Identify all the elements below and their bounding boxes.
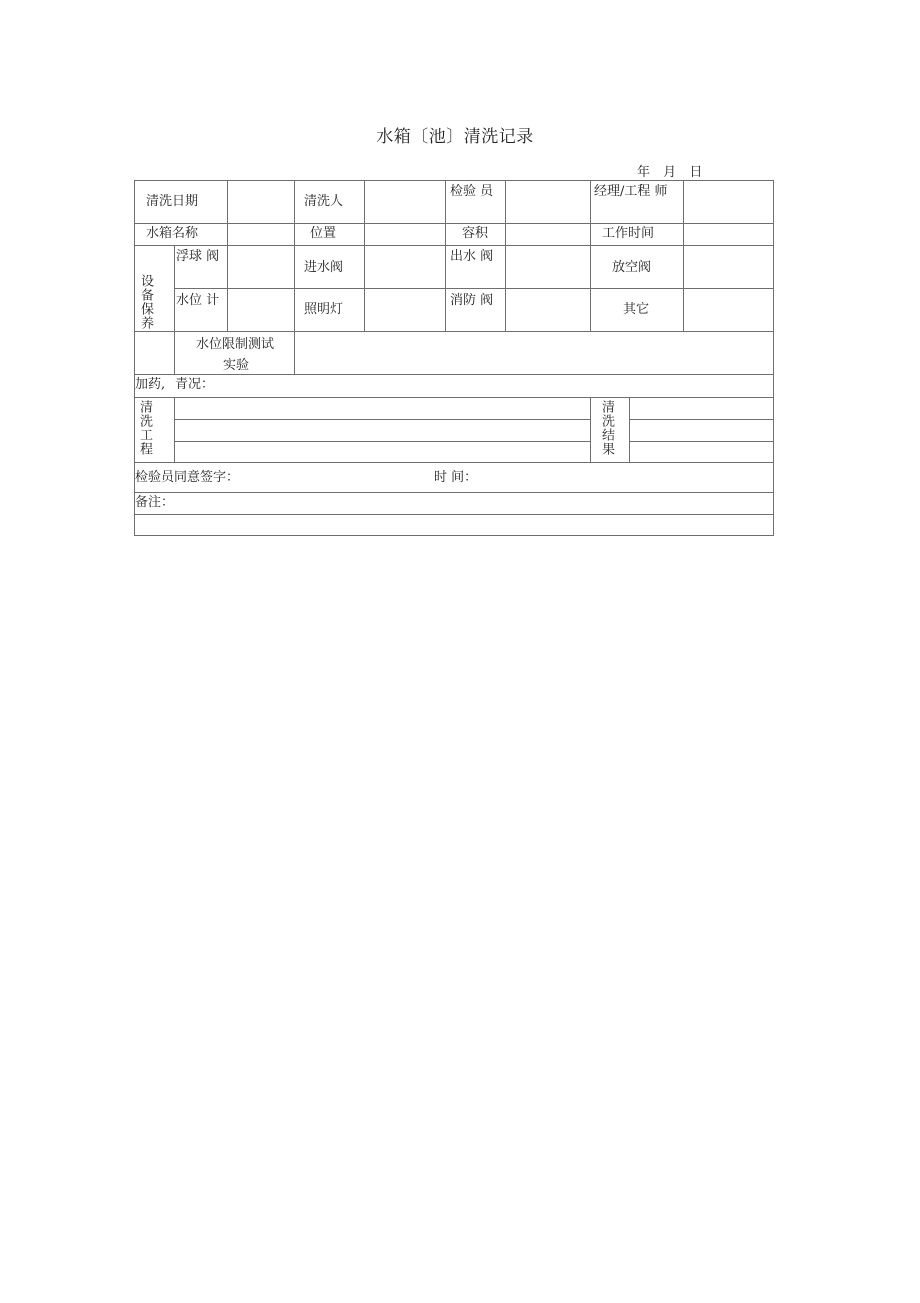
date-line: [637, 161, 711, 180]
cleaning-result-label: 清洗结果: [599, 400, 614, 456]
col-divider: [590, 180, 591, 331]
manager-engineer-label: 经理/工程 师: [594, 184, 668, 199]
col-divider: [227, 180, 228, 245]
fire-valve-label: 消防 阀: [450, 293, 494, 308]
col-divider: [590, 397, 591, 462]
sign-time-label: 时 间：: [434, 470, 478, 485]
col-divider: [629, 397, 630, 462]
level-gauge-label: 水位 计: [176, 293, 220, 308]
date-year-label: 年: [637, 165, 651, 180]
row-divider: [134, 397, 774, 398]
row-divider: [134, 331, 774, 332]
row-divider: [134, 223, 774, 224]
row-divider: [134, 245, 774, 246]
date-month-label: 月: [663, 165, 677, 180]
volume-label: 容积: [462, 226, 489, 241]
work-time-label: 工作时间: [602, 226, 655, 241]
cleaning-record-table: [134, 180, 775, 537]
row-divider: [174, 288, 774, 289]
row-divider: [629, 441, 774, 442]
inspector-sign-label: 检验员同意签字：: [135, 470, 240, 485]
col-divider: [227, 245, 228, 331]
tank-name-label: 水箱名称: [146, 226, 199, 241]
dosing-label: 加药,: [135, 377, 166, 392]
row-divider: [134, 374, 774, 375]
row-divider: [134, 462, 774, 463]
row-divider: [174, 419, 590, 420]
col-divider: [174, 245, 175, 374]
float-valve-label: 浮球 阀: [176, 249, 220, 264]
clean-date-label: 清洗日期: [146, 194, 199, 209]
level-limit-test-label-2: 实验: [223, 358, 250, 373]
row-divider: [629, 419, 774, 420]
dosing-condition-label: 青况：: [175, 377, 215, 392]
row-divider: [134, 514, 774, 515]
inlet-valve-label: 进水阀: [304, 260, 344, 275]
date-day-label: 日: [689, 165, 703, 180]
lighting-label: 照明灯: [304, 302, 344, 317]
col-divider: [294, 180, 295, 374]
cleaning-process-label: 清洗工程: [137, 400, 152, 456]
col-divider: [505, 180, 506, 331]
vent-valve-label: 放空阀: [612, 260, 652, 275]
col-divider: [683, 180, 684, 331]
remarks-label: 备注：: [135, 495, 175, 510]
row-divider: [174, 441, 590, 442]
location-label: 位置: [310, 226, 337, 241]
row-divider: [134, 492, 774, 493]
maintenance-section-label: 设备保养: [138, 274, 153, 330]
col-divider: [445, 180, 446, 331]
cleaner-label: 清洗人: [304, 194, 344, 209]
inspector-label: 检验 员: [450, 184, 494, 199]
col-divider: [174, 397, 175, 462]
page-title: 水箱〔池〕清洗记录: [376, 127, 534, 147]
col-divider: [364, 180, 365, 331]
level-limit-test-label: 水位限制测试: [196, 337, 275, 352]
other-label: 其它: [623, 302, 650, 317]
outlet-valve-label: 出水 阀: [450, 249, 494, 264]
